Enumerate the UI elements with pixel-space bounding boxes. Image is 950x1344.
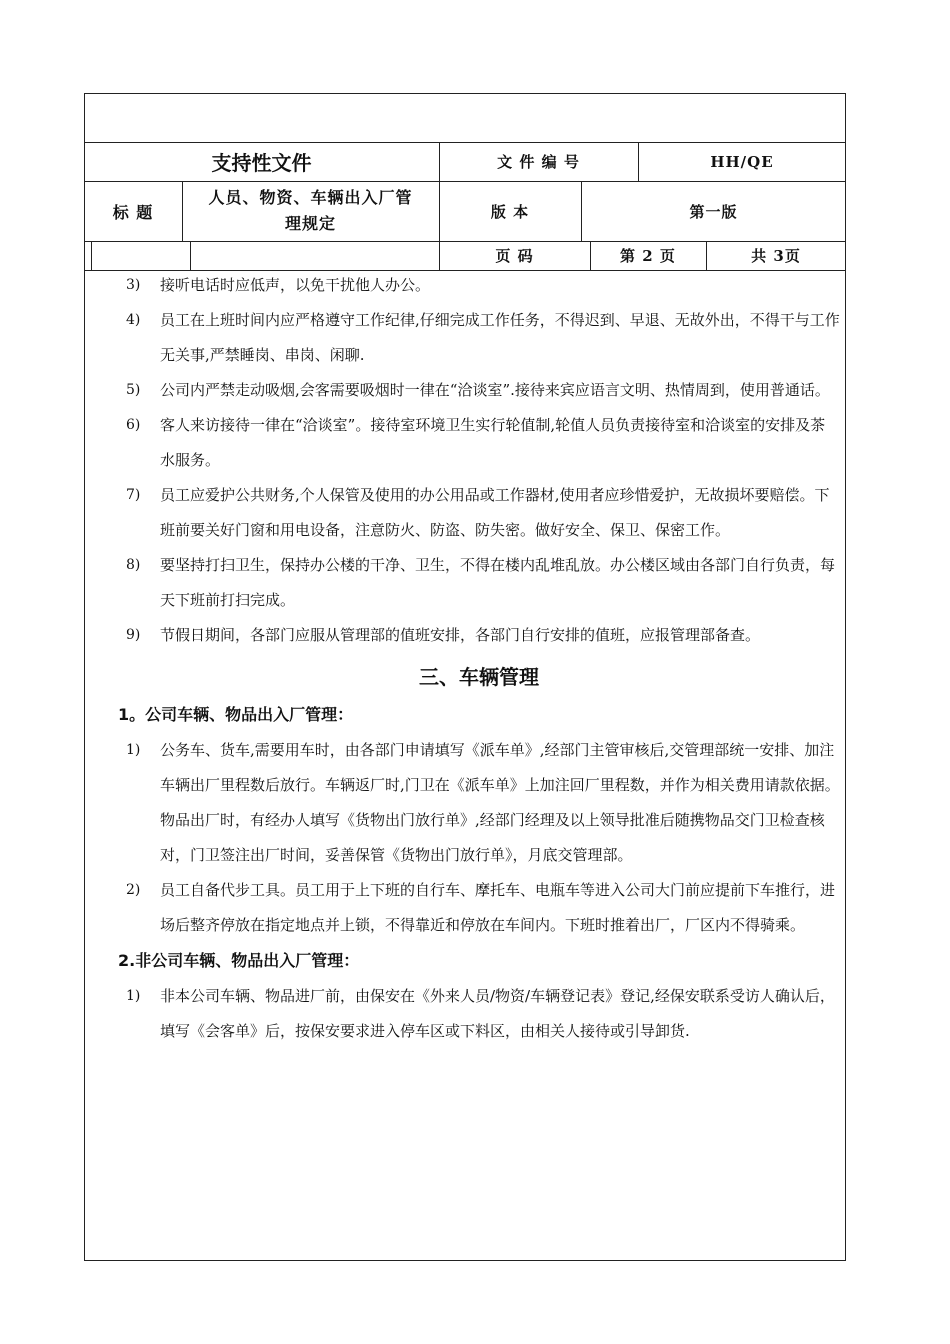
doc-no-label: 文 件 编 号 [497, 153, 580, 171]
item-number: 8) [126, 557, 141, 573]
subsection-title-2: 2.非公司车辆、物品出入厂管理： [118, 951, 360, 970]
list-item [118, 478, 840, 548]
item-number: 7) [126, 487, 141, 503]
table-line [91, 241, 92, 270]
item-number: 2) [126, 882, 141, 898]
item-text: 员工自备代步工具。员工用于上下班的自行车、摩托车、电瓶车等进入公司大门前应提前下车推行，进场后整齐停放在指定地点并上锁，不得靠近和停放在车间内。下班时推着出厂，厂区内不得骑乘。 [160, 881, 836, 934]
list-item [118, 268, 840, 303]
list-item [118, 733, 840, 873]
doc-title [182, 181, 439, 241]
item-number: 1) [126, 742, 141, 758]
title-label: 标 题 [112, 202, 154, 222]
item-text: 客人来访接待一律在“洽谈室”。接待室环境卫生实行轮值制,轮值人员负责接待室和洽谈室的安排及茶水服务。 [160, 416, 826, 469]
company-vehicle-list [118, 733, 840, 943]
list-item [118, 548, 840, 618]
list-item [118, 979, 840, 1049]
item-text: 公务车、货车,需要用车时，由各部门申请填写《派车单》,经部门主管审核后,交管理部统一安排、加注车辆出厂里程数后放行。车辆返厂时,门卫在《派车单》上加注回厂里程数，并作为相关费用请款依据。物品出厂时，有经办人填写《货物出门放行单》,经部门经理及以上领导批准后随携物品交门卫检查核对，门卫签注出厂时间，妥善保管《货物出门放行单》，月底交管理部。 [160, 741, 840, 864]
body-content [118, 268, 840, 1049]
rules-list [118, 268, 840, 653]
item-number: 9) [126, 627, 141, 643]
item-text: 要坚持打扫卫生，保持办公楼的干净、卫生，不得在楼内乱堆乱放。办公楼区域由各部门自行负责，每天下班前打扫完成。 [160, 556, 836, 609]
page-total: 共 3页 [751, 247, 801, 265]
item-number: 1) [126, 988, 141, 1004]
version: 第一版 [689, 202, 738, 221]
item-text: 员工应爱护公共财务,个人保管及使用的办公用品或工作器材,使用者应珍惜爱护，无故损坏要赔偿。下班前要关好门窗和用电设备，注意防火、防盗、防失密。做好安全、保卫、保密工作。 [160, 486, 830, 539]
page-label: 页 码 [495, 247, 534, 265]
section-title: 三、车辆管理 [419, 665, 539, 689]
table-line [190, 241, 191, 270]
doc-title-line2: 理规定 [284, 214, 336, 233]
item-text: 非本公司车辆、物品进厂前，由保安在《外来人员/物资/车辆登记表》登记,经保安联系受访人确认后，填写《会客单》后，按保安要求进入停车区或下料区，由相关人接待或引导卸货. [160, 987, 835, 1040]
list-item [118, 408, 840, 478]
doc-no: HH/QE [710, 152, 774, 171]
list-item [118, 618, 840, 653]
item-text: 接听电话时应低声，以免干扰他人办公。 [160, 276, 431, 294]
list-item [118, 303, 840, 373]
item-text: 员工在上班时间内应严格遵守工作纪律,仔细完成工作任务，不得迟到、早退、无故外出，不得干与工作无关事,严禁睡岗、串岗、闲聊. [160, 311, 840, 364]
version-label: 版 本 [490, 202, 530, 221]
visitor-vehicle-list [118, 979, 840, 1049]
item-number: 4) [126, 312, 141, 328]
doc-type: 支持性文件 [211, 151, 312, 175]
page-number: 第 2 页 [620, 247, 676, 265]
item-number: 5) [126, 382, 141, 398]
item-number: 3) [126, 277, 141, 293]
item-text: 节假日期间，各部门应服从管理部的值班安排，各部门自行安排的值班，应报管理部备查。 [160, 626, 761, 644]
list-item [118, 373, 840, 408]
list-item [118, 873, 840, 943]
item-number: 6) [126, 417, 141, 433]
item-text: 公司内严禁走动吸烟,会客需要吸烟时一律在“洽谈室”.接待来宾应语言文明、热情周到，使用普通话。 [160, 381, 830, 399]
subsection-title-1: 1。公司车辆、物品出入厂管理： [118, 705, 354, 724]
doc-title-line1: 人员、物资、车辆出入厂管 [208, 188, 413, 207]
